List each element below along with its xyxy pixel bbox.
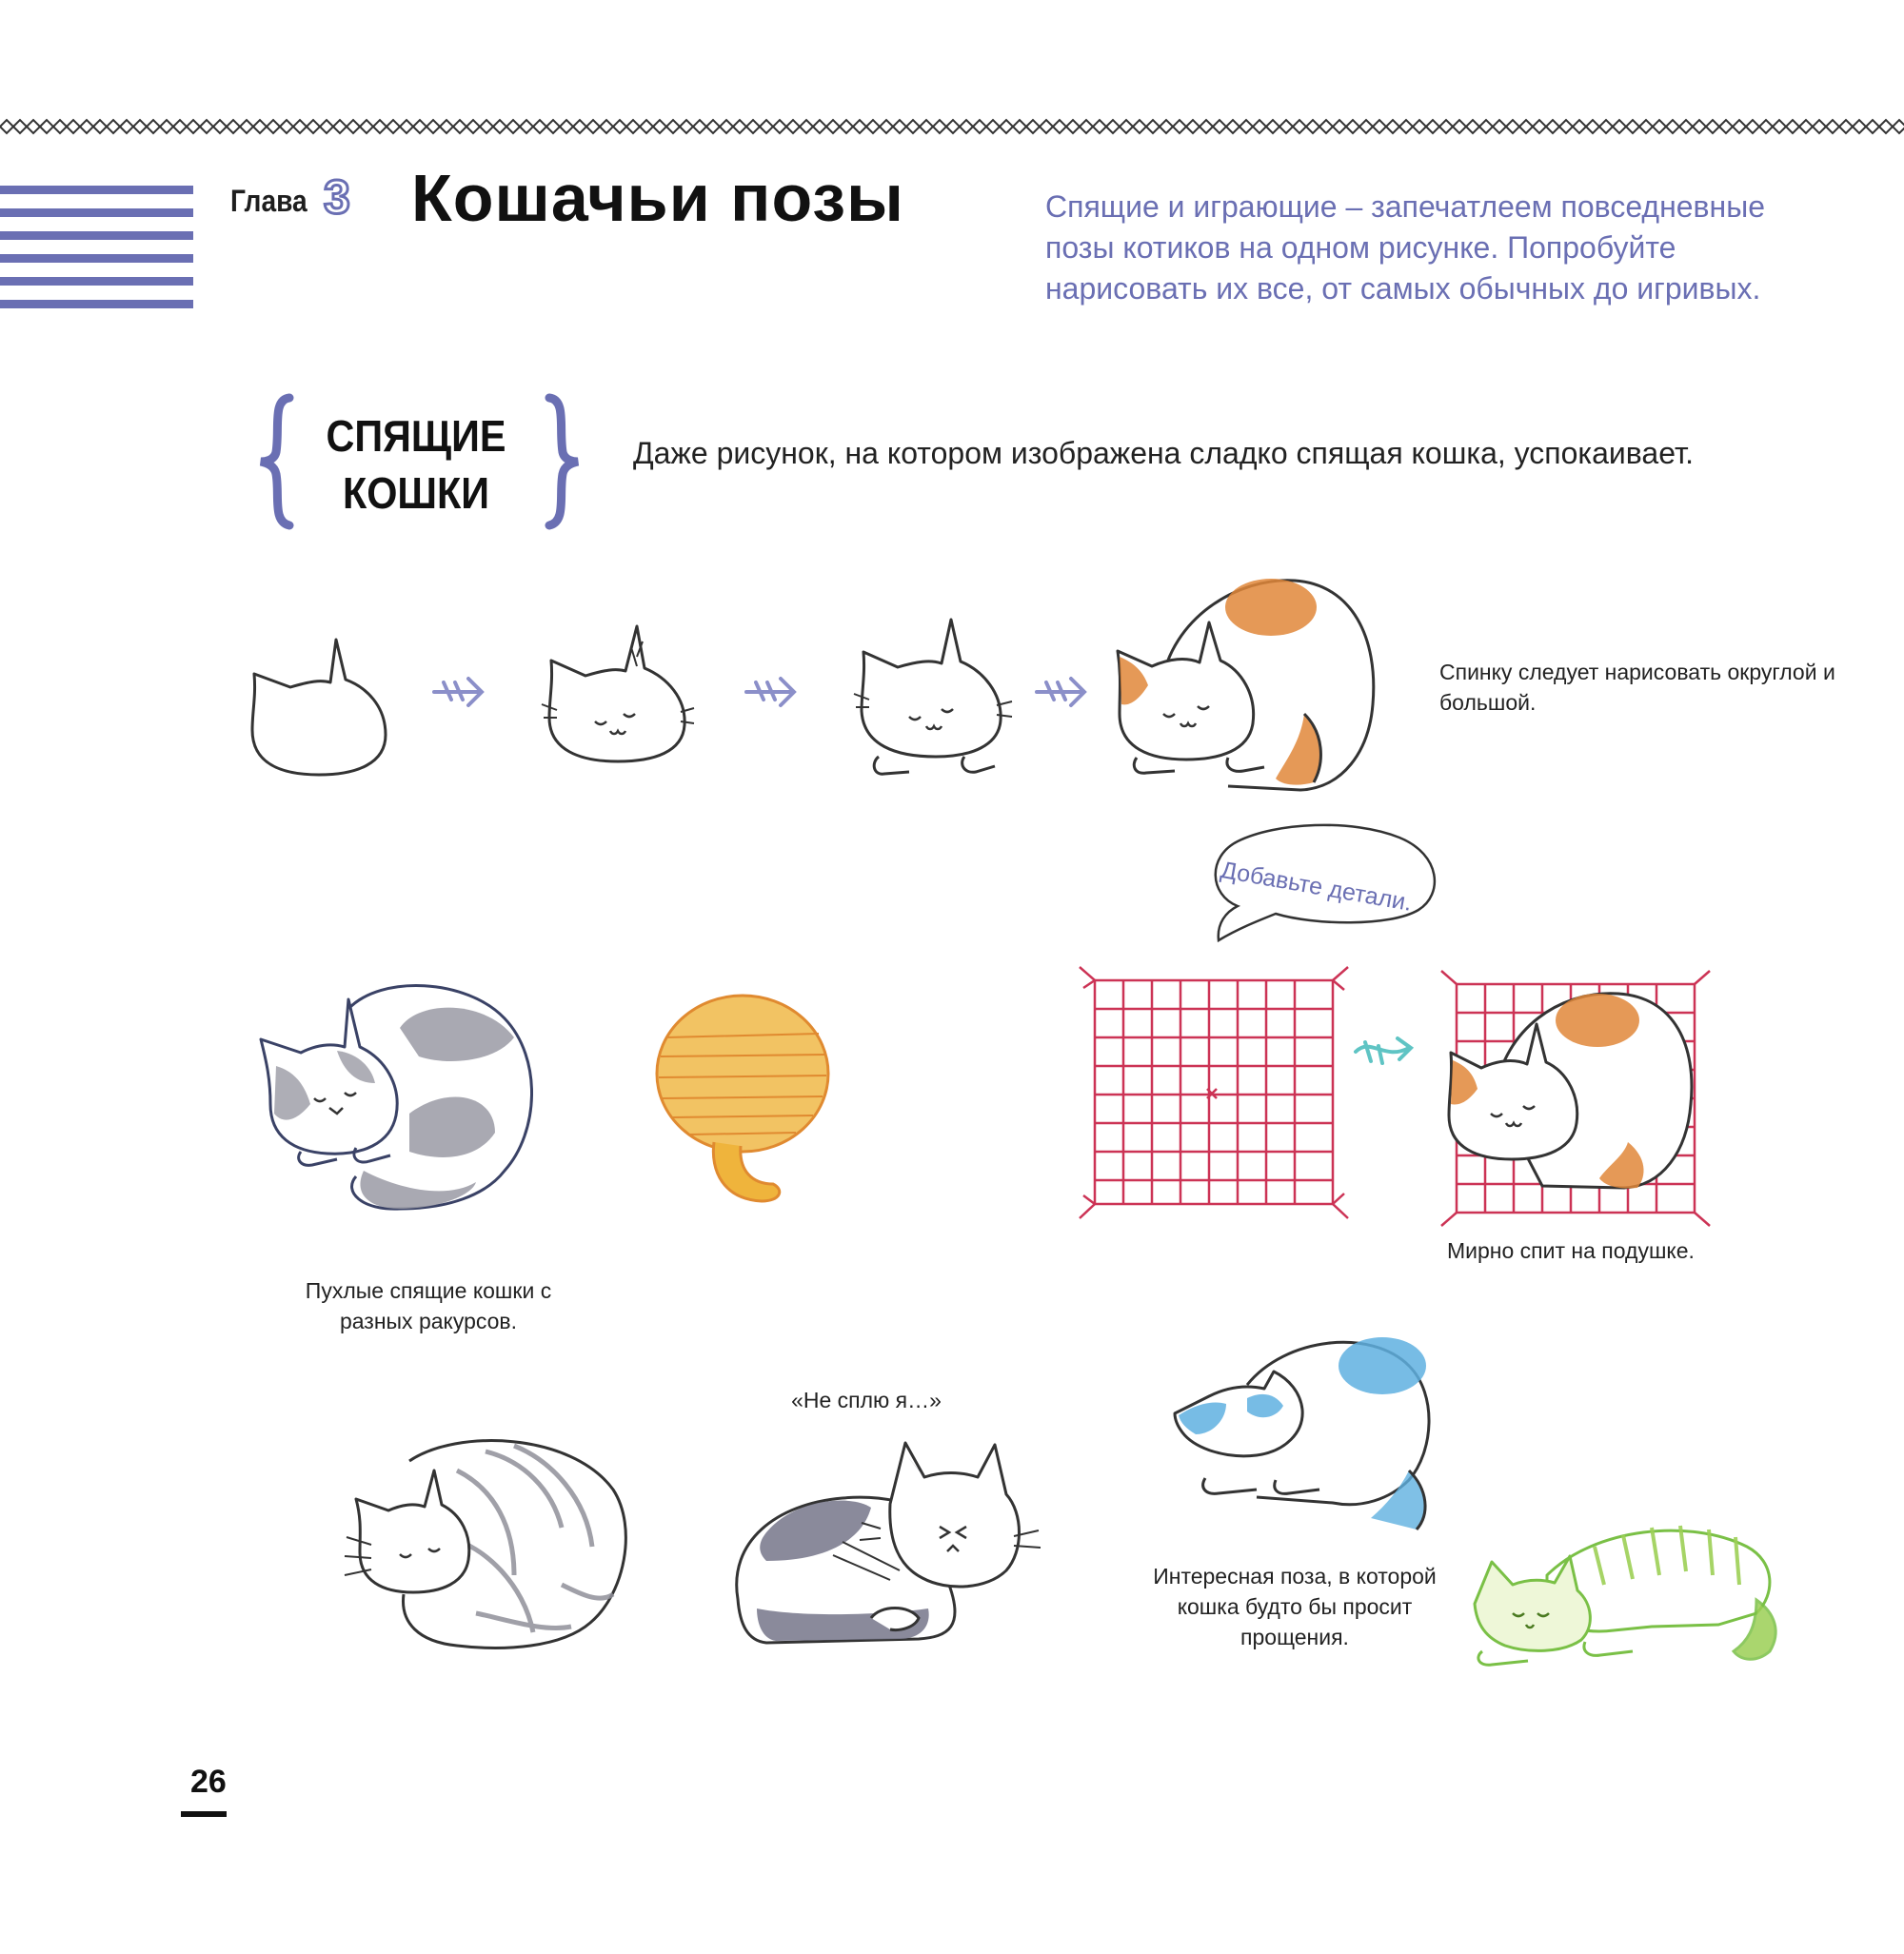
caption-pillow: Мирно спит на подушке. bbox=[1447, 1238, 1695, 1263]
chapter-number: 3 bbox=[324, 170, 350, 224]
cat-step-3 bbox=[852, 614, 1023, 785]
cat-step-4-calico bbox=[1114, 571, 1380, 799]
page-number-underline bbox=[181, 1811, 227, 1817]
section-title: СПЯЩИЕ КОШКИ bbox=[326, 411, 506, 518]
cat-chubby-gray bbox=[257, 971, 552, 1218]
caption-add-details: Добавьте детали. bbox=[1219, 857, 1415, 917]
cat-green-stretching bbox=[1471, 1509, 1785, 1670]
chapter-stripes bbox=[0, 186, 195, 314]
arrow-icon bbox=[1033, 671, 1090, 719]
page-number: 26 bbox=[190, 1764, 227, 1800]
cat-striped-gray bbox=[343, 1423, 638, 1661]
cat-lying-patched bbox=[728, 1437, 1042, 1656]
arrow-icon bbox=[1352, 1023, 1418, 1080]
caption-not-sleeping: «Не сплю я…» bbox=[791, 1388, 942, 1412]
cat-step-1 bbox=[243, 630, 395, 782]
cat-orange-back bbox=[647, 990, 838, 1209]
chapter-title: Кошачьи позы bbox=[411, 161, 904, 235]
arrow-icon bbox=[430, 671, 487, 719]
chapter-intro: Спящие и играющие – запечатлеем повседневные позы котиков на одном рисунке. Попробуйте нарисовать их все, от самых обычных до игривых. bbox=[1045, 189, 1766, 306]
cat-on-pillow bbox=[1438, 961, 1718, 1228]
caption-chubby: Пухлые спящие кошки с разных ракурсов. bbox=[305, 1278, 552, 1333]
caption-back-round: Спинку следует нарисовать округлой и большой. bbox=[1439, 660, 1835, 715]
cat-step-2 bbox=[538, 619, 700, 771]
pillow-grid bbox=[1076, 961, 1352, 1223]
cat-blue-apology bbox=[1171, 1328, 1476, 1537]
chapter-label: Глава bbox=[230, 184, 307, 218]
caption-apology: Интересная поза, в которой кошка будто бы просит прощения. bbox=[1153, 1564, 1437, 1649]
decorative-border bbox=[0, 112, 1904, 141]
arrow-icon bbox=[743, 671, 800, 719]
section-intro: Даже рисунок, на котором изображена сладко спящая кошка, успокаивает. bbox=[633, 436, 1694, 470]
